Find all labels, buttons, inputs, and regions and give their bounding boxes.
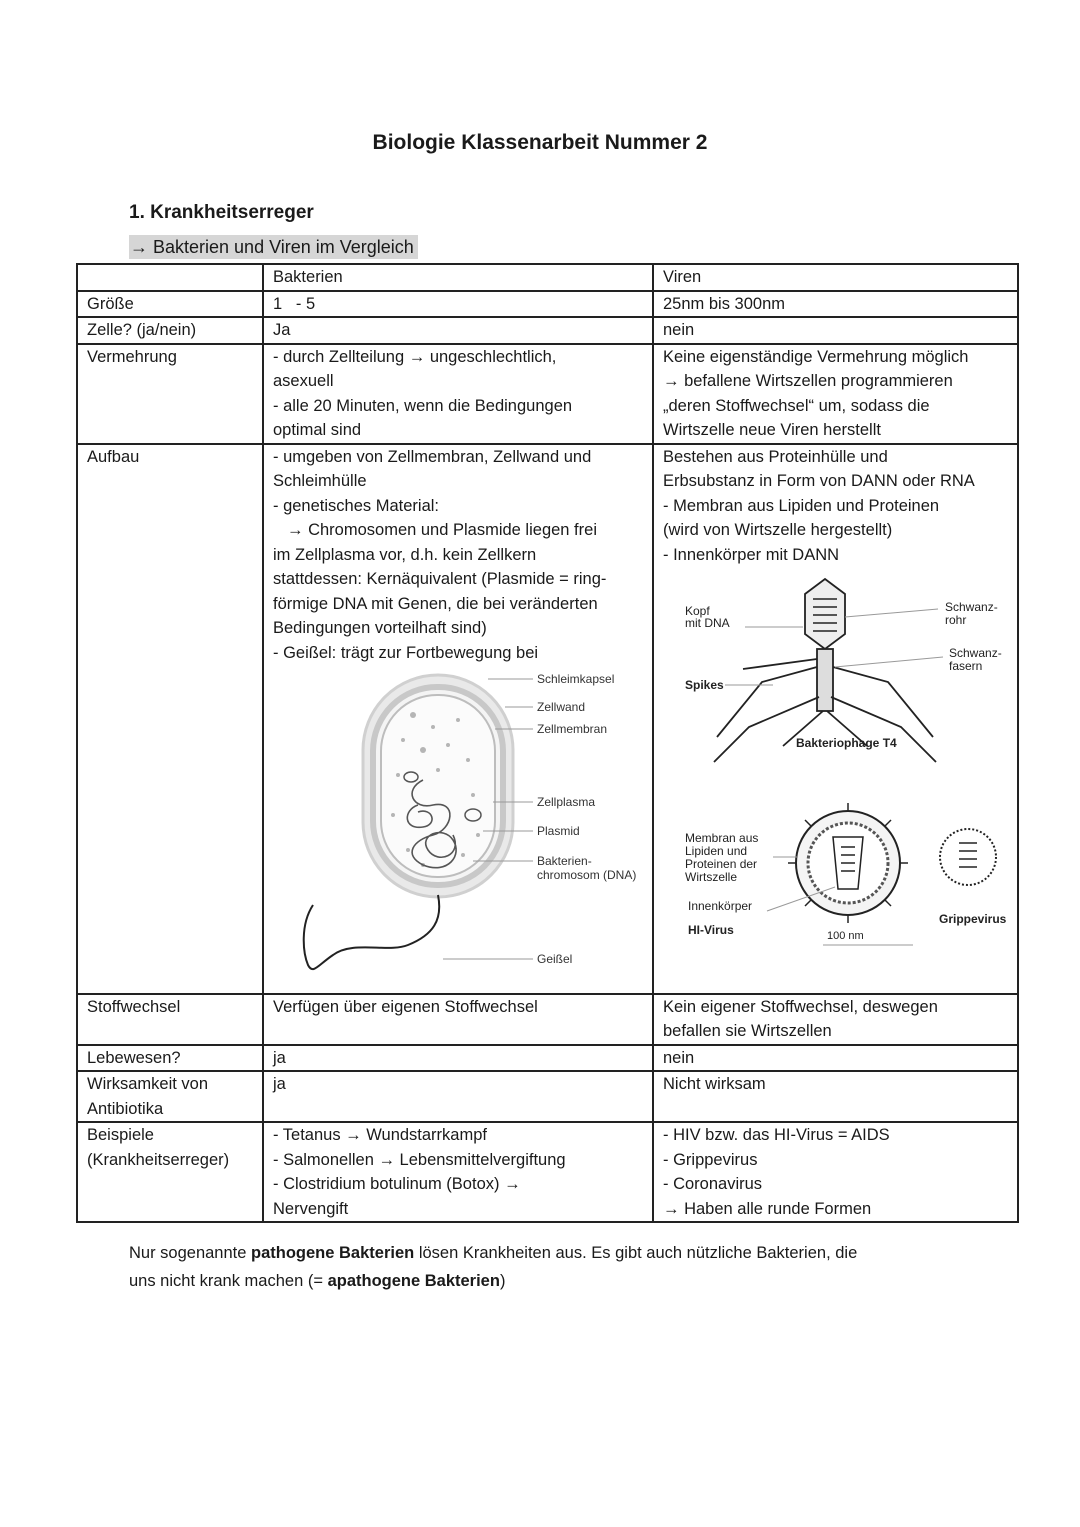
footer-note <box>129 1239 959 1295</box>
text-line: - Salmonellen → Lebensmittelvergiftung <box>273 1150 566 1169</box>
header-cell-empty <box>77 264 263 291</box>
row-label <box>77 1122 263 1222</box>
table-row-aufbau <box>77 444 1018 994</box>
text-line: - Geißel: trägt zur Fortbewegung bei <box>273 643 539 662</box>
text-line: - Clostridium botulinum (Botox) → <box>273 1175 521 1193</box>
table-header-row <box>77 264 1018 291</box>
cell-bakterien: ja <box>263 1071 653 1122</box>
label-spikes: Spikes <box>685 678 724 692</box>
label-schwanzrohr-line2: rohr <box>945 613 967 627</box>
row-label <box>77 1071 263 1122</box>
flagellum <box>304 895 440 969</box>
comparison-subheading: → Bakterien und Viren im Vergleich <box>129 235 418 259</box>
phage-spike <box>743 659 817 669</box>
text-line: Erbsubstanz in Form von DANN oder RNA <box>663 472 975 490</box>
text-line: Wirksamkeit von <box>87 1075 209 1093</box>
footer-text: lösen Krankheiten aus. Es gibt auch nützliche Bakterien, die <box>414 1244 858 1262</box>
table-row-zelle <box>77 317 1018 344</box>
cell-viren: nein <box>653 317 1018 344</box>
label-schwanzrohr-line1: Schwanz- <box>945 600 998 614</box>
text-line: im Zellplasma vor, d.h. kein Zellkern <box>273 545 537 564</box>
cell-viren <box>653 994 1018 1045</box>
table-row-beispiele <box>77 1122 1018 1222</box>
label-schwanzfasern-line1: Schwanz- <box>949 646 1002 660</box>
footer-text: Nur sogenannte <box>129 1244 252 1262</box>
text-line: → befallene Wirtszellen programmieren <box>663 372 953 390</box>
label-innenkoerper: Innenkörper <box>688 899 753 913</box>
text-line: - umgeben von Zellmembran, Zellwand und <box>273 447 592 466</box>
row-label: Zelle? (ja/nein) <box>77 317 263 344</box>
virus-diagram <box>663 567 1009 977</box>
cell-bakterien <box>263 344 653 444</box>
cell-viren <box>653 1122 1018 1222</box>
label-kopf-line2: mit DNA <box>685 616 730 630</box>
cell-viren: Nicht wirksam <box>653 1071 1018 1122</box>
text-line: → Chromosomen und Plasmide liegen frei <box>287 521 597 539</box>
footer-text: uns nicht krank machen (= <box>129 1272 328 1290</box>
label-zellwand: Zellwand <box>537 700 586 714</box>
text-line: Kein eigener Stoffwechsel, deswegen <box>663 997 938 1016</box>
label-zellplasma: Zellplasma <box>537 795 596 809</box>
comparison-table <box>76 263 1019 1223</box>
header-cell-viren: Viren <box>653 264 1018 291</box>
text-line: Beispiele <box>87 1126 154 1144</box>
label-geissel: Geißel <box>537 952 573 966</box>
text-line: Antibiotika <box>87 1099 164 1118</box>
page-title: Biologie Klassenarbeit Nummer 2 <box>372 131 708 154</box>
label-chromosom-line2: chromosom (DNA) <box>537 868 637 882</box>
text-line: (Krankheitserreger) <box>87 1150 230 1169</box>
table-row-groesse <box>77 291 1018 318</box>
text-line: Wirtszelle neue Viren herstellt <box>663 421 881 439</box>
row-label: Größe <box>77 291 263 318</box>
text-line: befallen sie Wirtszellen <box>663 1022 832 1040</box>
cell-bakterien: Ja <box>263 317 653 344</box>
text-line: → Haben alle runde Formen <box>663 1199 872 1218</box>
table-row-stoffwechsel <box>77 994 1018 1045</box>
header-cell-bakterien: Bakterien <box>263 264 653 291</box>
footer-text: ) <box>499 1272 506 1290</box>
label-hi-virus: HI-Virus <box>688 923 734 937</box>
row-label: Stoffwechsel <box>77 994 263 1045</box>
phage-head <box>805 579 845 649</box>
label-phage-title: Bakteriophage T4 <box>796 736 897 750</box>
footer-line-2 <box>129 1267 959 1295</box>
cell-viren: nein <box>653 1045 1018 1072</box>
label-zellmembran: Zellmembran <box>537 722 608 736</box>
text-line: - Innenkörper mit DANN <box>663 545 840 564</box>
text-line: asexuell <box>273 372 334 390</box>
text-line: - HIV bzw. das HI-Virus = AIDS <box>663 1126 890 1144</box>
text-line: - genetisches Material: <box>273 496 439 515</box>
bacterium-diagram <box>273 665 644 980</box>
row-label: Vermehrung <box>77 344 263 444</box>
text-line: stattdessen: Kernäquivalent (Plasmide = ring- <box>273 570 607 588</box>
text-line: - Grippevirus <box>663 1150 758 1169</box>
text-line: - Tetanus → Wundstarrkampf <box>273 1126 487 1144</box>
text-line: Bestehen aus Proteinhülle und <box>663 447 888 466</box>
grippevirus <box>940 829 996 885</box>
label-scale: 100 nm <box>827 930 864 942</box>
table-row-vermehrung <box>77 344 1018 444</box>
text-line: - alle 20 Minuten, wenn die Bedingungen <box>273 396 573 415</box>
footer-bold-term: apathogene Bakterien <box>327 1272 500 1290</box>
section-heading: 1. Krankheitserreger <box>129 202 314 223</box>
text-line: Keine eigenständige Vermehrung möglich <box>663 347 969 366</box>
phage-tail-tube <box>817 649 833 711</box>
label-membran-line3: Proteinen der <box>685 857 758 871</box>
text-line: optimal sind <box>273 421 362 439</box>
label-schwanzfasern-line2: fasern <box>949 659 983 673</box>
footer-line-1 <box>129 1239 959 1267</box>
cell-viren <box>653 344 1018 444</box>
cell-bakterien <box>263 444 653 994</box>
text-line: Bedingungen vorteilhaft sind) <box>273 619 487 637</box>
text-line: - durch Zellteilung → ungeschlechtlich, <box>273 347 557 366</box>
cell-bakterien: ja <box>263 1045 653 1072</box>
text-line: „deren Stoffwechsel“ um, sodass die <box>663 396 930 415</box>
label-membran-line4: Wirtszelle <box>685 870 738 884</box>
cell-bakterien <box>263 1122 653 1222</box>
footer-bold-term: pathogene Bakterien <box>251 1244 415 1262</box>
flu-capsule <box>940 829 996 885</box>
text-line: - Membran aus Lipiden und Proteinen <box>663 496 940 515</box>
cell-bakterien: Verfügen über eigenen Stoffwechsel <box>263 994 653 1045</box>
text-line: Nervengift <box>273 1199 349 1218</box>
label-membran-line1: Membran aus <box>685 831 759 845</box>
label-membran-line2: Lipiden und <box>685 844 748 858</box>
label-kopf-line1: Kopf <box>685 604 710 618</box>
text-line: (wird von Wirtszelle hergestellt) <box>663 521 893 539</box>
label-plasmid: Plasmid <box>537 824 580 838</box>
row-label: Aufbau <box>77 444 263 994</box>
text-line: - Coronavirus <box>663 1175 763 1193</box>
cell-membrane <box>381 695 495 877</box>
text-line: förmige DNA mit Genen, die bei veränderten <box>273 594 598 613</box>
label-schleimkapsel: Schleimkapsel <box>537 672 615 686</box>
table-row-antibiotika <box>77 1071 1018 1122</box>
table-row-lebewesen <box>77 1045 1018 1072</box>
label-chromosom-line1: Bakterien- <box>537 854 592 868</box>
cell-viren: 25nm bis 300nm <box>653 291 1018 318</box>
label-grippevirus: Grippevirus <box>939 912 1007 926</box>
row-label: Lebewesen? <box>77 1045 263 1072</box>
text-line: Schleimhülle <box>273 472 367 490</box>
cell-bakterien: 1 - 5 <box>263 291 653 318</box>
bacteriophage-t4 <box>714 579 936 762</box>
cell-viren <box>653 444 1018 994</box>
hi-virus <box>788 803 908 923</box>
